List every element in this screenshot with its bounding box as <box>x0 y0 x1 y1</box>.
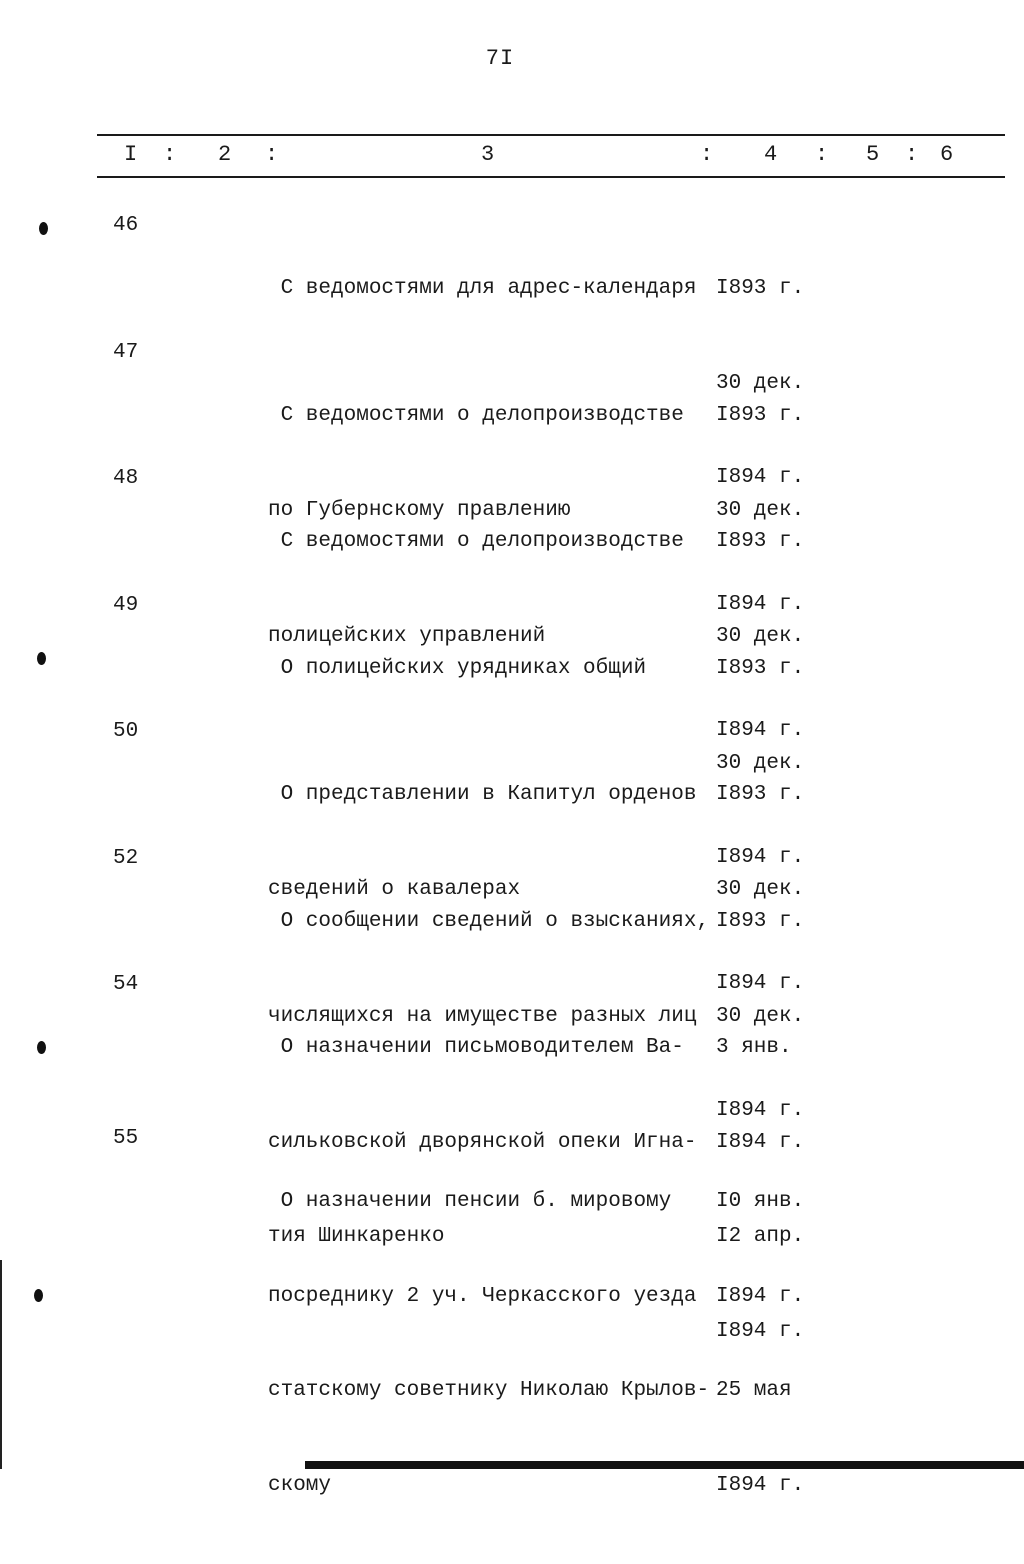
date-line: I894 г. <box>716 719 805 742</box>
title-line: С ведомостями о делопроизводстве <box>268 404 684 427</box>
title-line: сведений о кавалерах <box>268 877 521 901</box>
title-line: полицейских управлений <box>268 624 546 648</box>
date-line: I894 г. <box>716 846 805 869</box>
table-bottom-rule <box>97 176 1005 178</box>
binding-hole-mark <box>39 222 48 235</box>
title-line: О представлении в Капитул орденов <box>268 783 697 806</box>
title-line: по Губернскому правлению <box>268 498 571 522</box>
date-line: 30 дек. <box>716 371 805 395</box>
date-line: I894 г. <box>716 972 805 995</box>
date-line: 30 дек. <box>716 1004 805 1028</box>
date-line: I894 г. <box>716 466 805 489</box>
date-line: 30 дек. <box>716 624 805 648</box>
date-line: 30 дек. <box>716 877 805 901</box>
date-line: I894 г. <box>716 1130 805 1154</box>
date-line: 30 дек. <box>716 498 805 522</box>
title-line: О назначении пенсии б. мировому <box>268 1190 672 1213</box>
title-line: числящихся на имуществе разных лиц <box>268 1004 697 1028</box>
title-line: О назначении письмоводителем Ва- <box>268 1036 684 1059</box>
row-number: 52 <box>113 847 139 870</box>
date-line: I893 г. <box>716 404 805 427</box>
page-bottom-edge <box>305 1461 1024 1469</box>
date-line: I893 г. <box>716 530 805 553</box>
title-line: тия Шинкаренко <box>268 1225 445 1248</box>
binding-hole-mark <box>37 1041 46 1054</box>
title-line: сильковской дворянской опеки Игна- <box>268 1130 697 1154</box>
date-line: I893 г. <box>716 277 805 300</box>
row-title <box>268 1123 709 1564</box>
column-separator: : <box>815 142 829 167</box>
title-line: статскому советнику Николаю Крылов- <box>268 1379 710 1402</box>
date-line: I894 г. <box>716 1284 805 1308</box>
date-line: 25 мая <box>716 1379 792 1402</box>
title-line: О полицейских урядниках общий <box>268 657 647 680</box>
date-line: I894 г. <box>716 593 805 616</box>
title-line: С ведомостями о делопроизводстве <box>268 530 684 553</box>
column-header-4: 4 <box>764 142 778 167</box>
table-top-rule <box>97 134 1005 136</box>
row-number: 46 <box>113 214 139 237</box>
binding-hole-mark <box>34 1289 43 1302</box>
row-number: 54 <box>113 973 139 996</box>
binding-hole-mark <box>37 652 46 665</box>
column-header-1: I <box>124 142 138 167</box>
date-line: I893 г. <box>716 783 805 806</box>
date-line: I893 г. <box>716 657 805 680</box>
column-header-5: 5 <box>866 142 880 167</box>
column-header-2: 2 <box>218 142 232 167</box>
title-line: О сообщении сведений о взысканиях, <box>268 910 710 933</box>
date-line: 30 дек. <box>716 751 805 775</box>
title-line: скому <box>268 1473 332 1497</box>
row-number: 49 <box>113 594 139 617</box>
column-separator: : <box>905 142 919 167</box>
page-number: 7I <box>485 46 515 71</box>
date-line: I893 г. <box>716 910 805 933</box>
title-line: посреднику 2 уч. Черкасского уезда <box>268 1284 697 1308</box>
column-separator: : <box>700 142 714 167</box>
row-number: 48 <box>113 467 139 490</box>
row-number: 47 <box>113 341 139 364</box>
row-number: 50 <box>113 720 139 743</box>
table-header-row <box>0 140 1024 172</box>
row-dates <box>716 1123 804 1564</box>
date-line: I894 г. <box>716 1319 805 1343</box>
page-left-edge <box>0 1260 2 1469</box>
date-line: 3 янв. <box>716 1036 792 1059</box>
column-separator: : <box>163 142 177 167</box>
date-line: I894 г. <box>716 1473 805 1497</box>
row-number: 55 <box>113 1127 139 1150</box>
column-header-6: 6 <box>940 142 954 167</box>
date-line: I0 янв. <box>716 1190 805 1213</box>
column-header-3: 3 <box>481 142 495 167</box>
title-line: С ведомостями для адрес-календаря <box>268 277 697 300</box>
date-line: I2 апр. <box>716 1225 805 1248</box>
date-line: I894 г. <box>716 1099 805 1122</box>
column-separator: : <box>265 142 279 167</box>
